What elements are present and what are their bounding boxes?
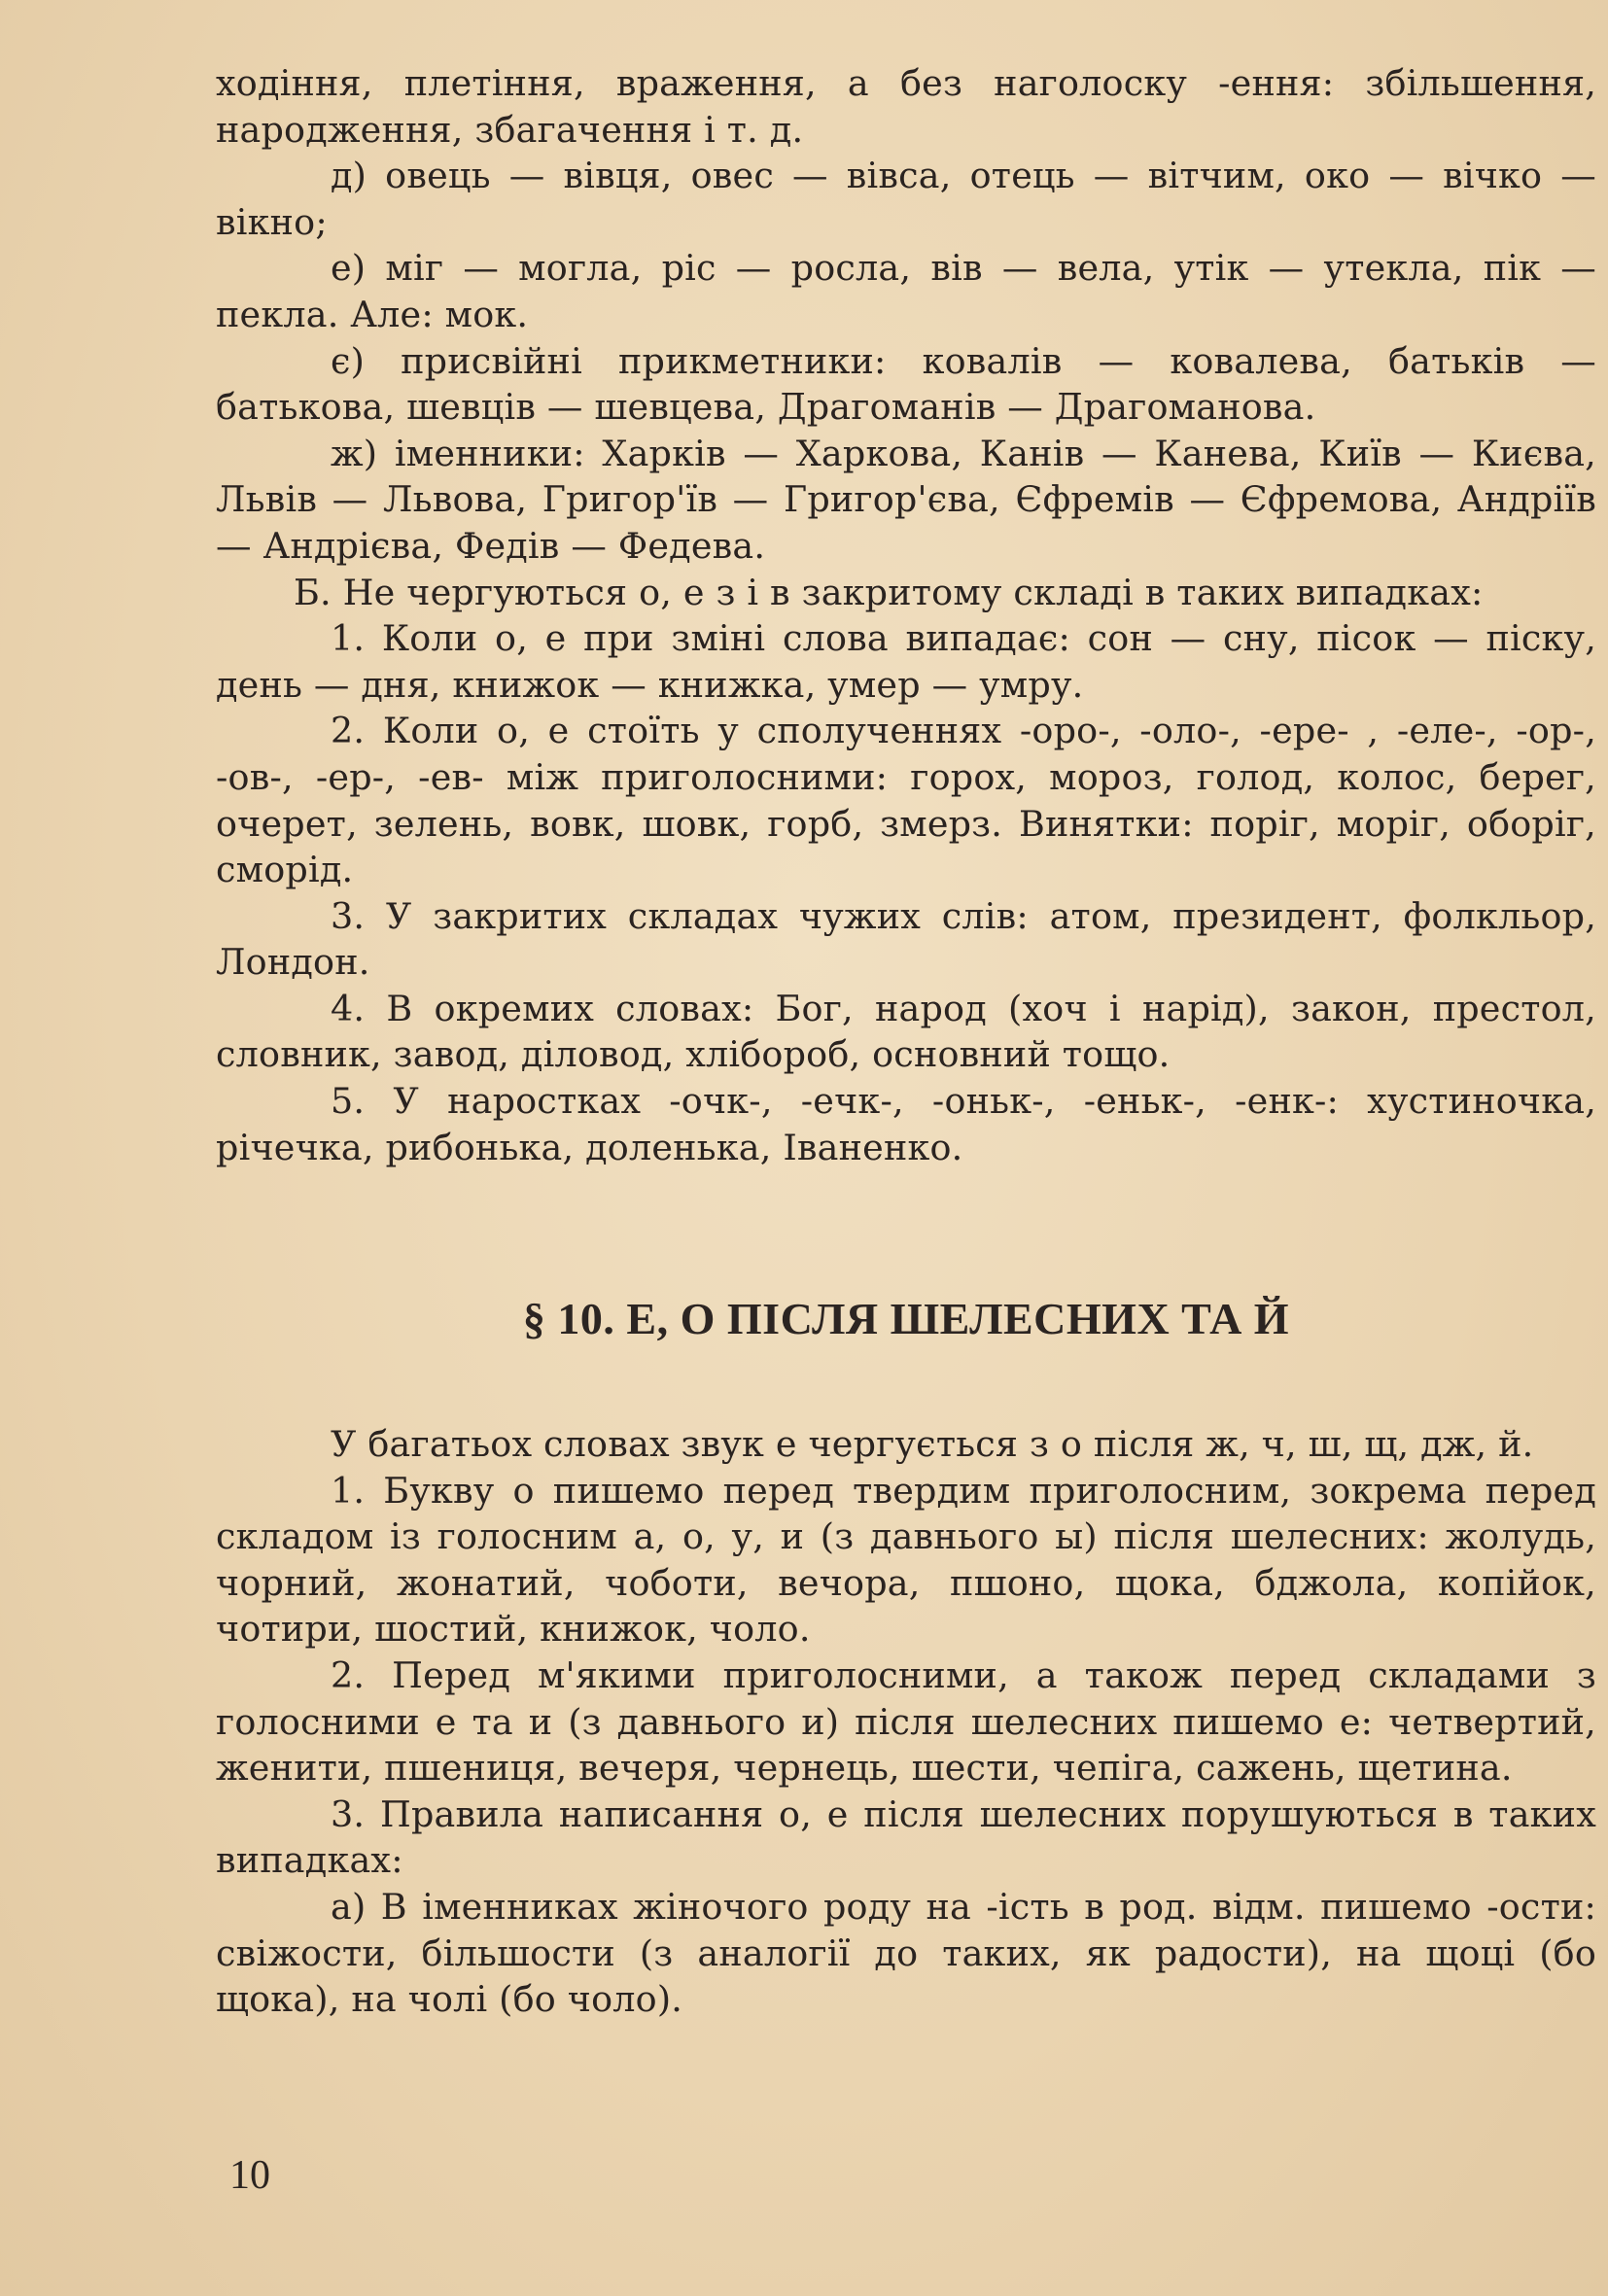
paragraph-a5: Б. Не чергуються о, е з і в закритому складі в таких випадках: bbox=[294, 571, 1484, 613]
paragraph-b4: а) В іменниках жіночого роду на -ість в род. відм. пишемо -ости: свіжости, більшости (з аналогії до таких, як радости), на щоці (бо щока), на чолі (бо чоло). bbox=[216, 1885, 1596, 2021]
page-number: 10 bbox=[229, 2153, 270, 2198]
paragraph-a4: ж) іменники: Харків — Харкова, Канів — Канева, Київ — Києва, Львів — Львова, Григор'їв — Григор'єва, Єфремів — Єфремова, Андріїв — Андрієва, Федів — Федева. bbox=[216, 432, 1596, 567]
paragraph-a6: 1. Коли о, е при зміні слова випадає: сон — сну, пісок — піску, день — дня, книжок — книжка, умер — умру. bbox=[216, 617, 1596, 706]
paragraph-a0: ходіння, плетіння, враження, а без наголоску -ення: збільшення, народження, збагачення і т. д. bbox=[216, 62, 1596, 151]
paragraph-a10: 5. У наростках -очк-, -ечк-, -оньк-, -еньк-, -енк-: хустиночка, річечка, рибонька, доленька, Іваненко. bbox=[216, 1080, 1596, 1168]
page-content bbox=[216, 60, 1596, 2021]
paragraph-a7: 2. Коли о, е стоїть у сполученнях -оро-, -оло-, -ере- , -еле-, -ор-, -ов-, -ер-, -ев- між приголосними: горох, мороз, голод, колос, берег, очерет, зелень, вовк, шовк, горб, змерз. Винятки: поріг, моріг, оборіг, сморід. bbox=[216, 710, 1596, 891]
paragraph-b2: 2. Перед м'якими приголосними, а також перед складами з голосними е та и (з давнього и) після шелесних пишемо е: четвертий, женити, пшениця, вечеря, чернець, шести, чепіга, сажень, щетина. bbox=[216, 1653, 1596, 1790]
paragraph-a2: е) міг — могла, ріс — росла, вів — вела, утік — утекла, пік — пекла. Але: мок. bbox=[216, 247, 1596, 335]
section-10-body bbox=[216, 1421, 1596, 2023]
section-heading: § 10. Е, О ПІСЛЯ ШЕЛЕСНИХ ТА Й bbox=[522, 1294, 1290, 1343]
paragraph-b0: У багатьох словах звук е чергується з о після ж, ч, ш, щ, дж, й. bbox=[331, 1423, 1534, 1465]
paragraph-b3: 3. Правила написання о, е після шелесних порушуються в таких випадках: bbox=[216, 1792, 1596, 1882]
paragraph-a3: є) присвійні прикметники: ковалів — ковалева, батьків — батькова, шевців — шевцева, Драгоманів — Драгоманова. bbox=[216, 339, 1596, 429]
paragraph-a9: 4. В окремих словах: Бог, народ (хоч і нарід), закон, престол, словник, завод, діловод, хлібороб, основний тощо. bbox=[216, 987, 1596, 1076]
paragraph-a8: 3. У закритих складах чужих слів: атом, президент, фолкльор, Лондон. bbox=[216, 894, 1596, 984]
paragraph-b1: 1. Букву о пишемо перед твердим приголосним, зокрема перед складом із голосним а, о, у, и (з давнього ы) після шелесних: жолудь, чорний, жонатий, чоботи, вечора, пшоно, щока, бджола, копійок, чотири, шостий, книжок, чоло. bbox=[216, 1469, 1596, 1651]
paragraph-a1: д) овець — вівця, овес — вівса, отець — вітчим, око — вічко — вікно; bbox=[216, 155, 1596, 243]
